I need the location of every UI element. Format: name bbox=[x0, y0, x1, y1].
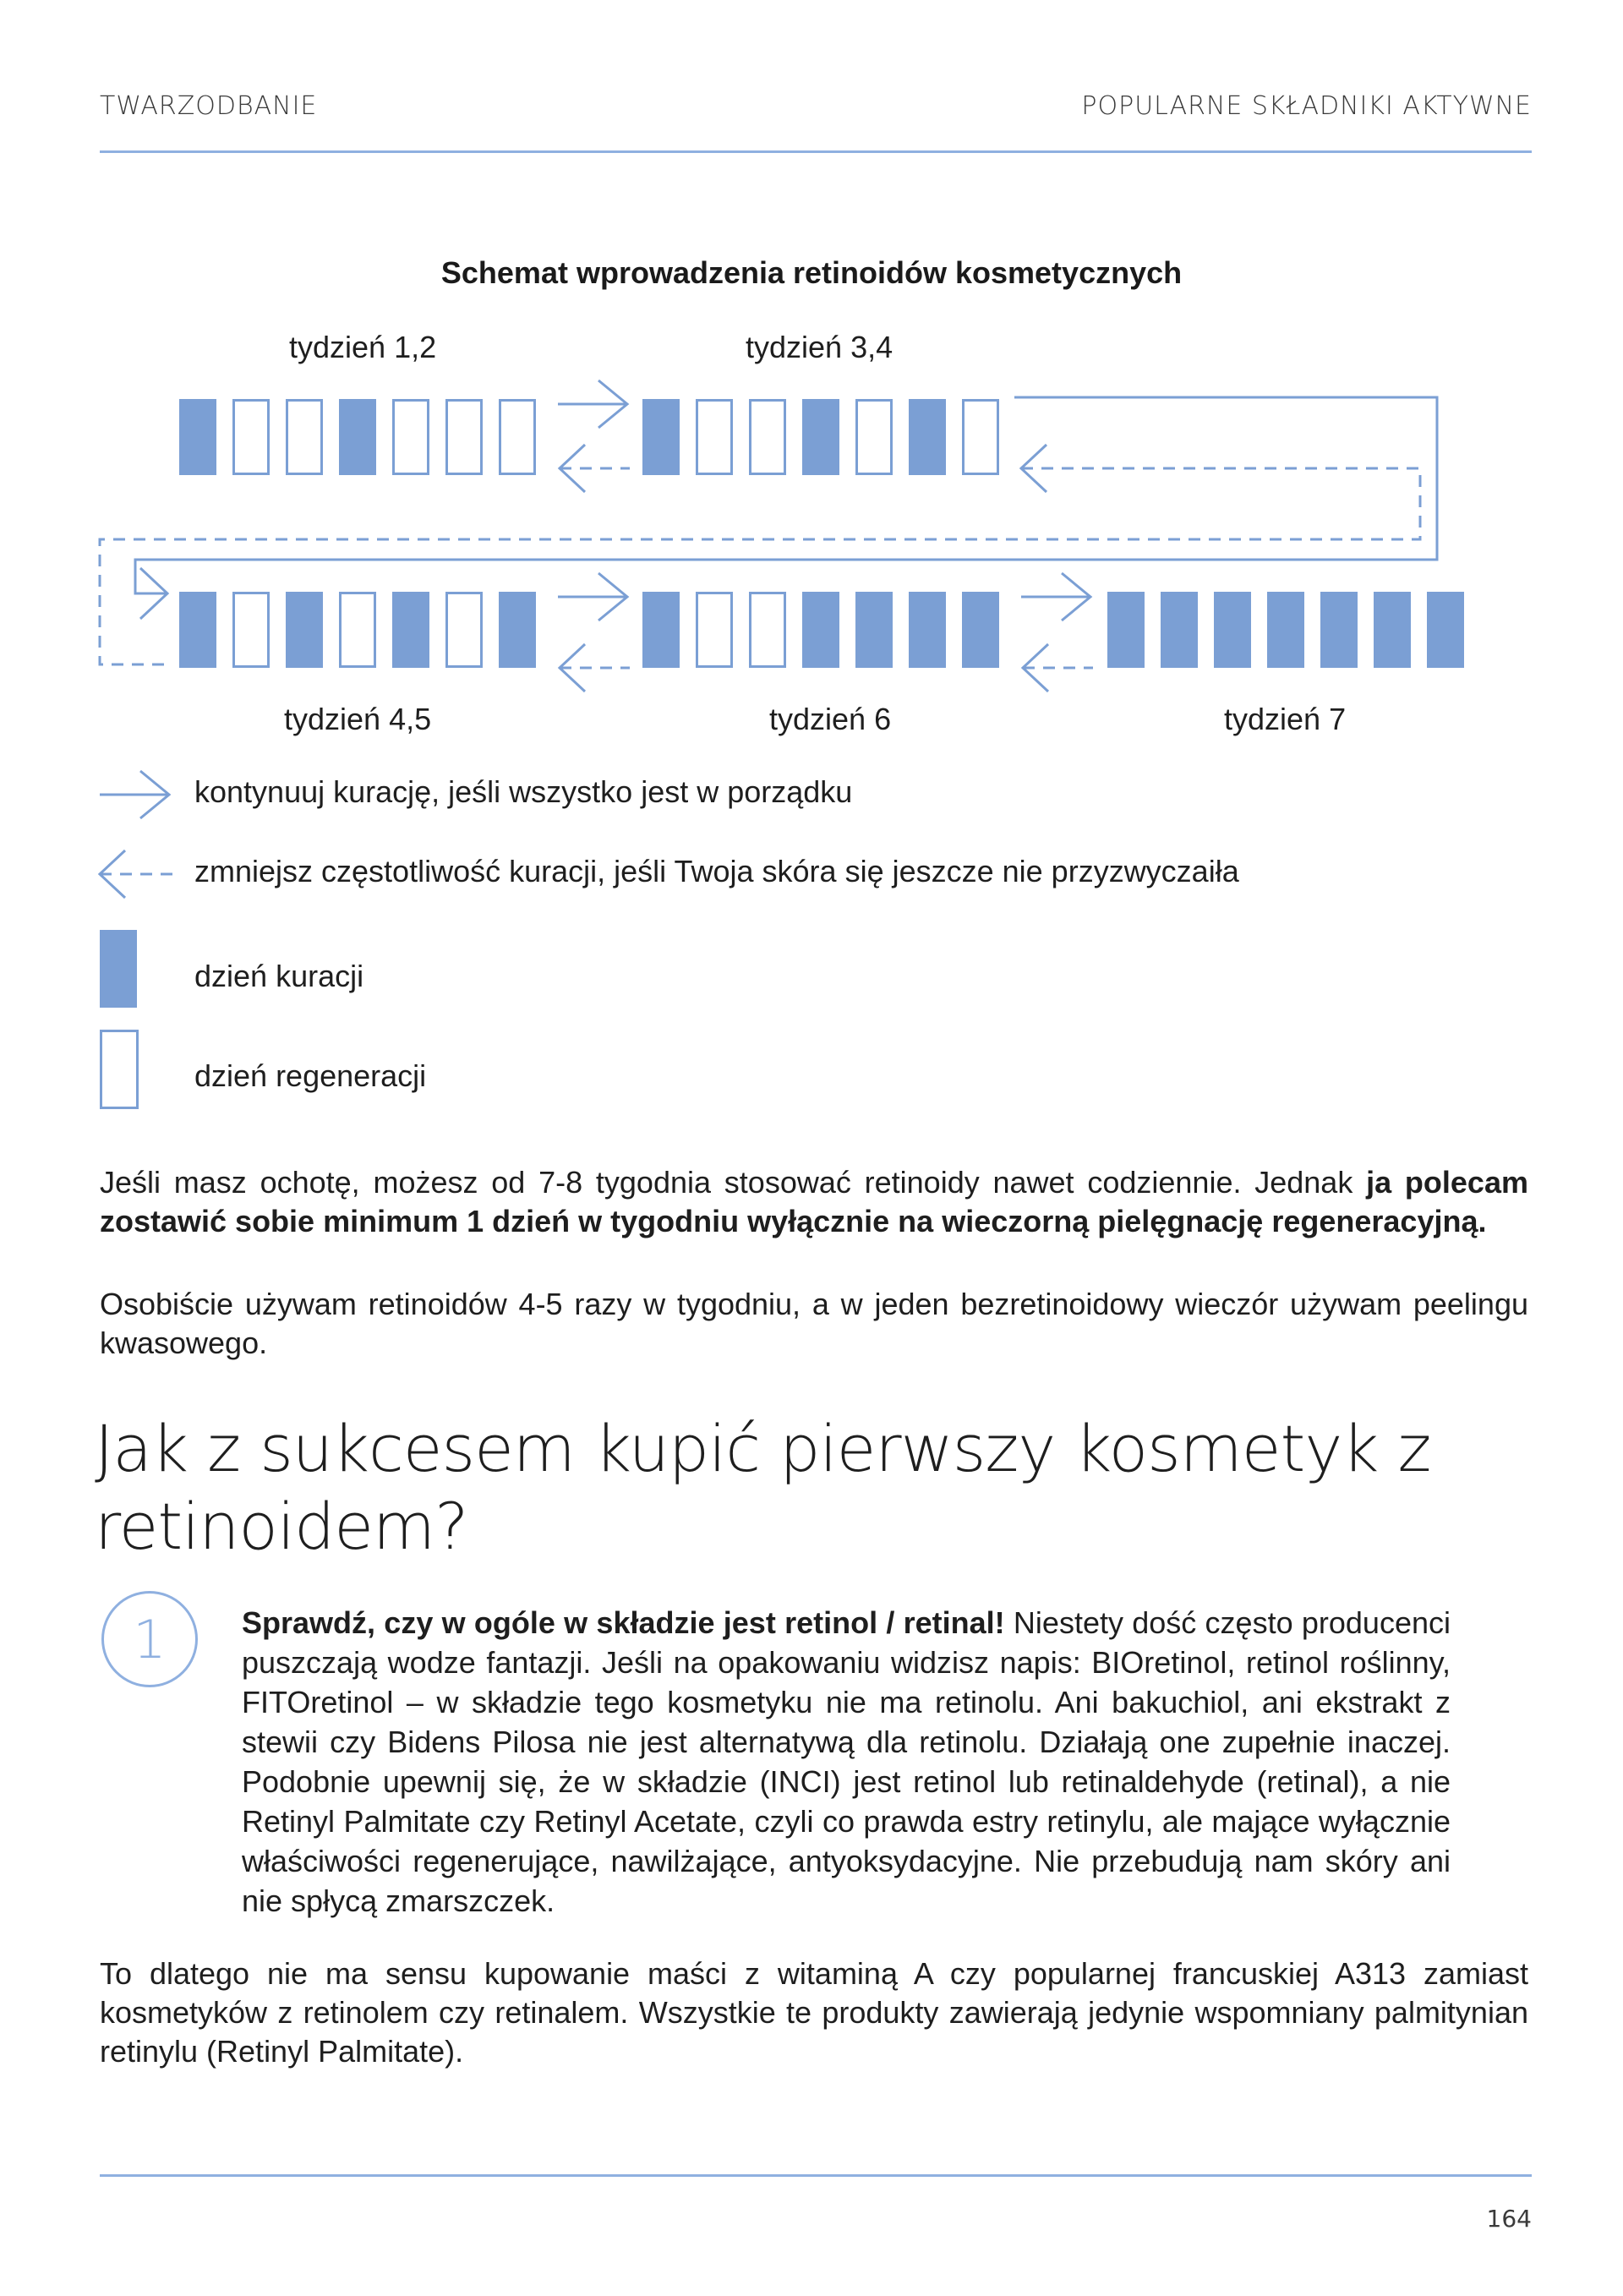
treatment-day-box bbox=[802, 399, 839, 475]
week-label-7: tydzień 7 bbox=[1224, 702, 1347, 736]
reduce-arrow-1 bbox=[560, 445, 630, 492]
paragraph-1 bbox=[100, 1163, 1528, 1241]
regeneration-day-box bbox=[697, 401, 732, 474]
treatment-day-box bbox=[962, 592, 999, 668]
treatment-day-box bbox=[1214, 592, 1251, 668]
tip-bold: Sprawdź, czy w ogóle w składzie jest retinol / retinal! bbox=[242, 1605, 1005, 1640]
continue-arrow-3 bbox=[1021, 573, 1090, 620]
running-header-right: POPULARNE SKŁADNIKI AKTYWNE bbox=[1081, 91, 1532, 121]
diagram-title: Schemat wprowadzenia retinoidów kosmetycznych bbox=[440, 255, 1183, 290]
header-rule bbox=[100, 150, 1532, 153]
regeneration-day-box bbox=[751, 401, 785, 474]
continue-arrow-1 bbox=[558, 380, 627, 428]
treatment-day-box bbox=[286, 592, 323, 668]
legend-regeneration-day-box bbox=[101, 1031, 138, 1108]
week-label-1-2: tydzień 1,2 bbox=[289, 330, 437, 364]
paragraph-3: To dlatego nie ma sensu kupowanie maści z witaminą A czy popularnej francuskiej A313 zamiast kosmetyków z retinolem czy retinalem. Wszystkie te produkty zawierają jedynie wspomniany palmitynian retinylu (Retinyl Palmitate). bbox=[100, 1956, 1528, 2069]
treatment-day-box bbox=[802, 592, 839, 668]
page-number: 164 bbox=[1486, 2205, 1532, 2233]
legend-reduce-text: zmniejsz częstotliwość kuracji, jeśli Twoja skóra się jeszcze nie przyzwyczaiła bbox=[194, 854, 1239, 888]
treatment-day-box bbox=[1107, 592, 1145, 668]
legend-regeneration-text: dzień regeneracji bbox=[194, 1058, 427, 1093]
continue-arrow-2 bbox=[558, 573, 627, 620]
treatment-day-box bbox=[1161, 592, 1198, 668]
treatment-day-box bbox=[1320, 592, 1358, 668]
treatment-day-box bbox=[499, 592, 536, 668]
week-label-6: tydzień 6 bbox=[769, 702, 892, 736]
treatment-day-box bbox=[1267, 592, 1304, 668]
continue-arrow-loop bbox=[135, 397, 1437, 619]
regeneration-day-box bbox=[394, 401, 429, 474]
treatment-day-box bbox=[642, 592, 680, 668]
treatment-day-box bbox=[1374, 592, 1411, 668]
regeneration-day-box bbox=[751, 593, 785, 667]
reduce-arrow-loop bbox=[100, 445, 1420, 664]
treatment-day-box bbox=[642, 399, 680, 475]
paragraph-2: Osobiście używam retinoidów 4-5 razy w tygodniu, a w jeden bezretinoidowy wieczór używam peelingu kwasowego. bbox=[100, 1287, 1528, 1360]
legend-treatment-text: dzień kuracji bbox=[194, 959, 364, 993]
regeneration-day-box bbox=[857, 401, 892, 474]
treatment-day-box bbox=[179, 592, 216, 668]
section-heading: Jak z sukcesem kupić pierwszy kosmetyk z retinoidem? bbox=[95, 1411, 1431, 1564]
legend-reduce-arrow-icon bbox=[100, 850, 172, 898]
reduce-arrow-3 bbox=[1023, 644, 1093, 692]
day-boxes bbox=[179, 399, 1464, 668]
treatment-day-box bbox=[339, 399, 376, 475]
regeneration-day-box bbox=[234, 401, 269, 474]
treatment-day-box bbox=[909, 592, 946, 668]
legend-continue-text: kontynuuj kurację, jeśli wszystko jest w porządku bbox=[194, 774, 853, 809]
regeneration-day-box bbox=[234, 593, 269, 667]
tip-text: Niestety dość często producenci puszczają wodze fantazji. Jeśli na opakowaniu widzisz napis: BIOretinol, retinol roślinny, FITOretinol – w składzie tego kosmetyku nie ma retinolu. Ani bakuchiol, ani ekstrakt z stewii czy Bidens Pilosa nie jest alternatywą dla retinolu. Działają one zupełnie inaczej. Podobnie upewnij się, że w składzie (INCI) jest retinol lub retinaldehyde (retinal), a nie Retinyl Palmitate czy Retinyl Acetate, czyli co prawda estry retinylu, ale mające wyłącznie właściwości regenerujące, nawilżające, antyoksydacyjne. Nie przebudują nam skóry ani nie spłycą zmarszczek. bbox=[242, 1605, 1451, 1918]
week-label-4-5: tydzień 4,5 bbox=[284, 702, 432, 736]
legend-treatment-day-box bbox=[100, 930, 137, 1008]
paragraph-1-bold: ja polecam zostawić sobie minimum 1 dzień w tygodniu wyłącznie na wieczorną pielęgnację regeneracyjną. bbox=[100, 1165, 1528, 1238]
treatment-day-box bbox=[855, 592, 893, 668]
legend-continue-arrow-icon bbox=[100, 771, 169, 818]
week-label-3-4: tydzień 3,4 bbox=[746, 330, 893, 364]
regeneration-day-box bbox=[697, 593, 732, 667]
regeneration-day-box bbox=[341, 593, 375, 667]
regeneration-day-box bbox=[287, 401, 322, 474]
footer-rule bbox=[100, 2174, 1532, 2177]
treatment-day-box bbox=[392, 592, 429, 668]
paragraph-1-text: Jeśli masz ochotę, możesz od 7-8 tygodnia stosować retinoidy nawet codziennie. Jednak bbox=[100, 1165, 1367, 1200]
regeneration-day-box bbox=[500, 401, 535, 474]
regeneration-day-box bbox=[964, 401, 998, 474]
treatment-day-box bbox=[909, 399, 946, 475]
running-header-left: TWARZODBANIE bbox=[100, 91, 318, 121]
treatment-day-box bbox=[1427, 592, 1464, 668]
regeneration-day-box bbox=[447, 401, 482, 474]
regeneration-day-box bbox=[447, 593, 482, 667]
treatment-day-box bbox=[179, 399, 216, 475]
reduce-arrow-2 bbox=[560, 644, 630, 692]
tip-number-badge: 1 bbox=[101, 1591, 198, 1687]
tip-paragraph bbox=[242, 1603, 1451, 1921]
